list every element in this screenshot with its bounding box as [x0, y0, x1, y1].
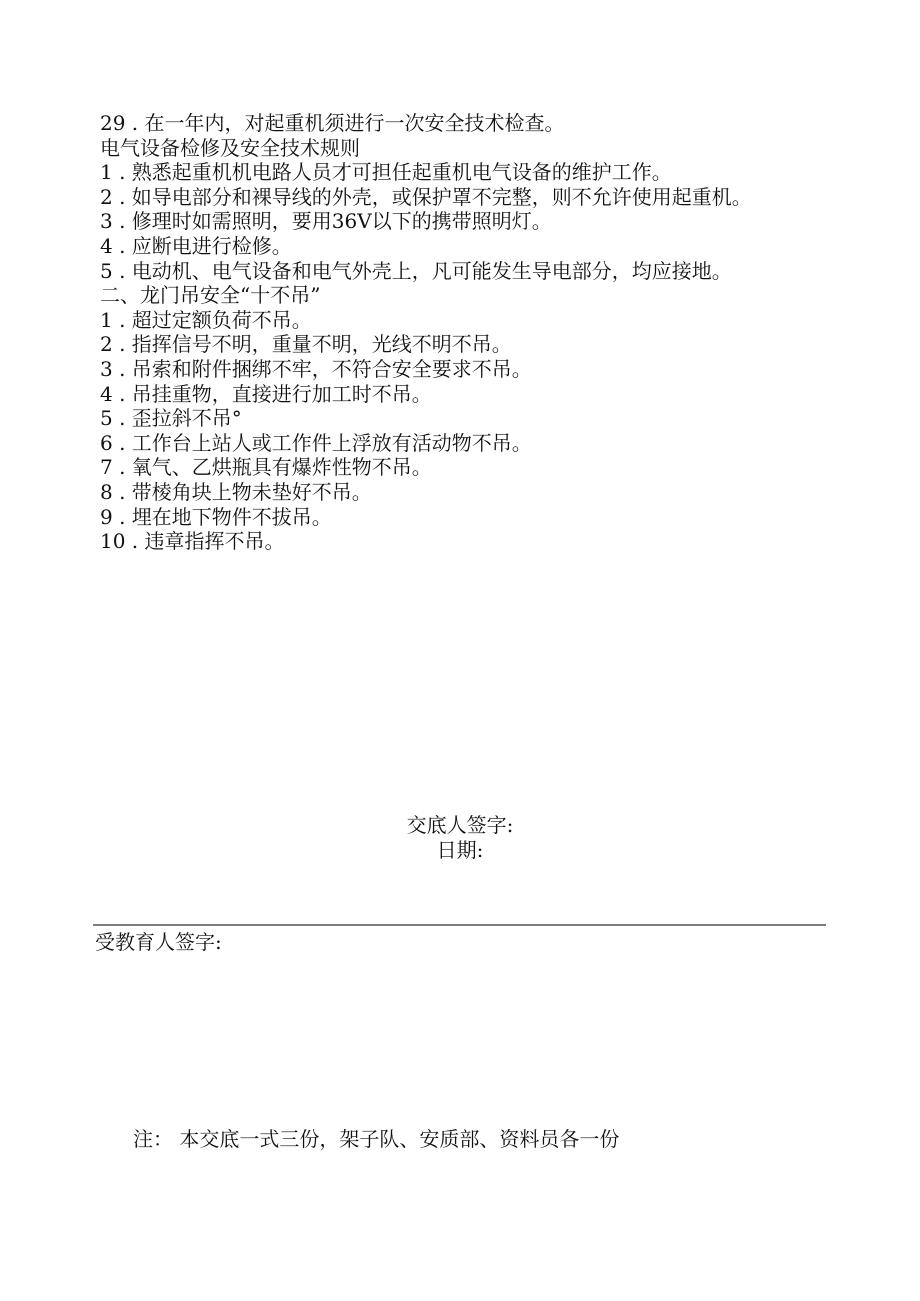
- list-item: 5 . 歪拉斜不吊°: [100, 406, 242, 431]
- list-item: 4 . 吊挂重物，直接进行加工时不吊。: [100, 381, 432, 406]
- list-item: 6 . 工作台上站人或工作件上浮放有活动物不吊。: [100, 430, 532, 455]
- list-item: 8 . 带棱角块上物未垫好不吊。: [100, 479, 372, 504]
- list-item: 29 . 在一年内，对起重机须进行一次安全技术检查。: [100, 111, 565, 135]
- list-item: 1 . 熟悉起重机机电路人员才可担任起重机电气设备的维护工作。: [100, 160, 672, 185]
- document-body: [100, 111, 820, 554]
- list-item: 4 . 应断电进行检修。: [100, 233, 292, 258]
- footer-note: 注： 本交底一式三份，架子队、安质部、资料员各一份: [133, 1127, 620, 1151]
- divider-line: [93, 924, 826, 926]
- section-heading-ten-no-lift: 二、龙门吊安全“十不吊”: [100, 283, 321, 308]
- list-item: 9 . 埋在地下物件不拔吊。: [100, 504, 332, 529]
- list-item: 2 . 如导电部分和裸导线的外壳，或保护罩不完整，则不允许使用起重机。: [100, 184, 752, 209]
- list-item: 3 . 修理时如需照明，要用36V以下的携带照明灯。: [100, 209, 552, 234]
- date-label: 日期:: [436, 838, 484, 862]
- list-item: 3 . 吊索和附件捆绑不牢，不符合安全要求不吊。: [100, 356, 532, 381]
- discloser-signature-label: 交底人签字:: [406, 813, 514, 837]
- section-heading-electrical: 电气设备检修及安全技术规则: [100, 135, 360, 160]
- list-item: 1 . 超过定额负荷不吊。: [100, 307, 312, 332]
- list-item: 7 . 氧气、乙烘瓶具有爆炸性物不吊。: [100, 455, 432, 480]
- list-item: 2 . 指挥信号不明，重量不明，光线不明不吊。: [100, 332, 512, 357]
- signature-block: [0, 813, 920, 863]
- list-item: 5 . 电动机、电气设备和电气外壳上，凡可能发生导电部分，均应接地。: [100, 258, 732, 283]
- list-item: 10 . 违章指挥不吊。: [100, 529, 285, 554]
- educated-signature-label: 受教育人签字:: [95, 930, 222, 954]
